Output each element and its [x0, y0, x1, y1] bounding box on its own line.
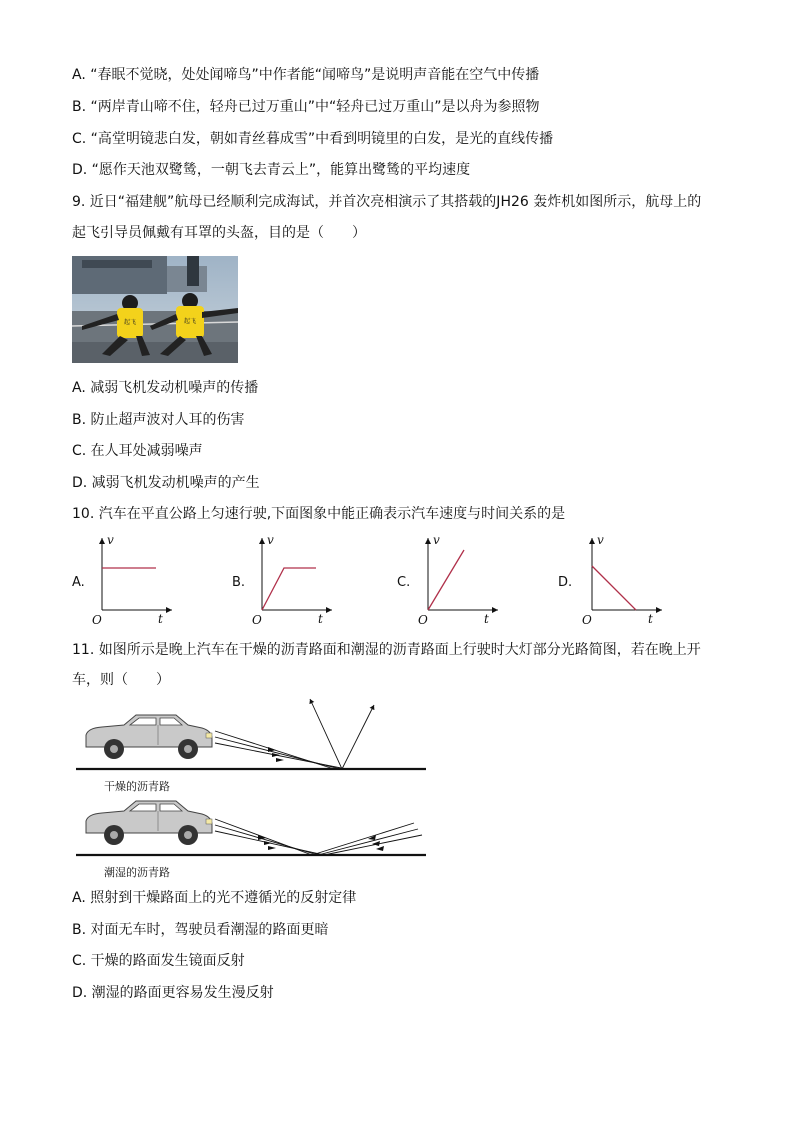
- graph-b-origin: O: [252, 613, 262, 627]
- q8-option-c: C. “高堂明镜悲白发，朝如青丝暮成雪”中看到明镜里的白发，是光的直线传播: [72, 131, 554, 147]
- graph-a-t-label: t: [158, 612, 163, 626]
- vest-label-right: 起飞: [184, 318, 197, 325]
- graph-d-v-label: v: [597, 533, 604, 547]
- wet-road-scene: [76, 801, 426, 855]
- graph-c: [397, 533, 498, 627]
- q11-stem-line2: 车，则（ ）: [72, 672, 170, 688]
- graph-a-origin: O: [92, 613, 102, 627]
- vest-label-left: 起飞: [124, 319, 137, 326]
- velocity-time-graphs: [60, 530, 700, 630]
- graph-c-curve: [428, 550, 464, 610]
- graph-b-v-label: v: [267, 533, 274, 547]
- carrier-deck-photo: [72, 256, 238, 363]
- graph-c-origin: O: [418, 613, 428, 627]
- car-wet: [86, 801, 212, 845]
- graph-c-t-label: t: [484, 612, 489, 626]
- graph-a-v-label: v: [107, 533, 114, 547]
- caption-dry-road: 干燥的沥青路: [104, 780, 170, 793]
- q9-option-a: A. 减弱飞机发动机噪声的传播: [72, 380, 259, 396]
- graph-c-label: C.: [397, 575, 411, 590]
- q11-option-a: A. 照射到干燥路面上的光不遵循光的反射定律: [72, 890, 357, 906]
- q8-option-a: A. “春眠不觉晓，处处闻啼鸟”中作者能“闻啼鸟”是说明声音能在空气中传播: [72, 67, 540, 83]
- q11-option-c: C. 干燥的路面发生镜面反射: [72, 953, 245, 969]
- graph-a: [72, 533, 172, 627]
- graph-d-label: D.: [558, 575, 573, 590]
- q11-stem-line1: 11. 如图所示是晚上汽车在干燥的沥青路面和潮湿的沥青路面上行驶时大灯部分光路简图，若在晚上开: [72, 642, 701, 658]
- q9-stem-line1: 9. 近日“福建舰”航母已经顺利完成海试，并首次亮相演示了其搭载的JH26 轰炸机如图所示，航母上的: [72, 194, 702, 210]
- graph-b-curve: [262, 568, 316, 610]
- graph-a-label: A.: [72, 575, 85, 590]
- q9-option-b: B. 防止超声波对人耳的伤害: [72, 412, 245, 428]
- dry-road-scene: [76, 699, 426, 769]
- graph-c-v-label: v: [433, 533, 440, 547]
- caption-wet-road: 潮湿的沥青路: [104, 866, 170, 879]
- q9-stem-line2: 起飞引导员佩戴有耳罩的头盔，目的是（ ）: [72, 225, 366, 241]
- q10-stem: 10. 汽车在平直公路上匀速行驶,下面图象中能正确表示汽车速度与时间关系的是: [72, 506, 566, 522]
- graph-d-origin: O: [582, 613, 592, 627]
- q11-option-b: B. 对面无车时，驾驶员看潮湿的路面更暗: [72, 922, 329, 938]
- graph-d-curve: [592, 566, 636, 610]
- q8-option-b: B. “两岸青山啼不住，轻舟已过万重山”中“轻舟已过万重山”是以舟为参照物: [72, 99, 540, 115]
- car-dry: [86, 715, 212, 759]
- graph-b-t-label: t: [318, 612, 323, 626]
- graph-d-t-label: t: [648, 612, 653, 626]
- q9-option-d: D. 减弱飞机发动机噪声的产生: [72, 475, 260, 491]
- q9-option-c: C. 在人耳处减弱噪声: [72, 443, 203, 459]
- graph-b-label: B.: [232, 575, 246, 590]
- q11-option-d: D. 潮湿的路面更容易发生漫反射: [72, 985, 274, 1001]
- graph-d: [558, 533, 662, 627]
- q8-option-d: D. “愿作天池双鹭鸶，一朝飞去青云上”，能算出鹭鸶的平均速度: [72, 162, 471, 178]
- graph-b: [232, 533, 332, 627]
